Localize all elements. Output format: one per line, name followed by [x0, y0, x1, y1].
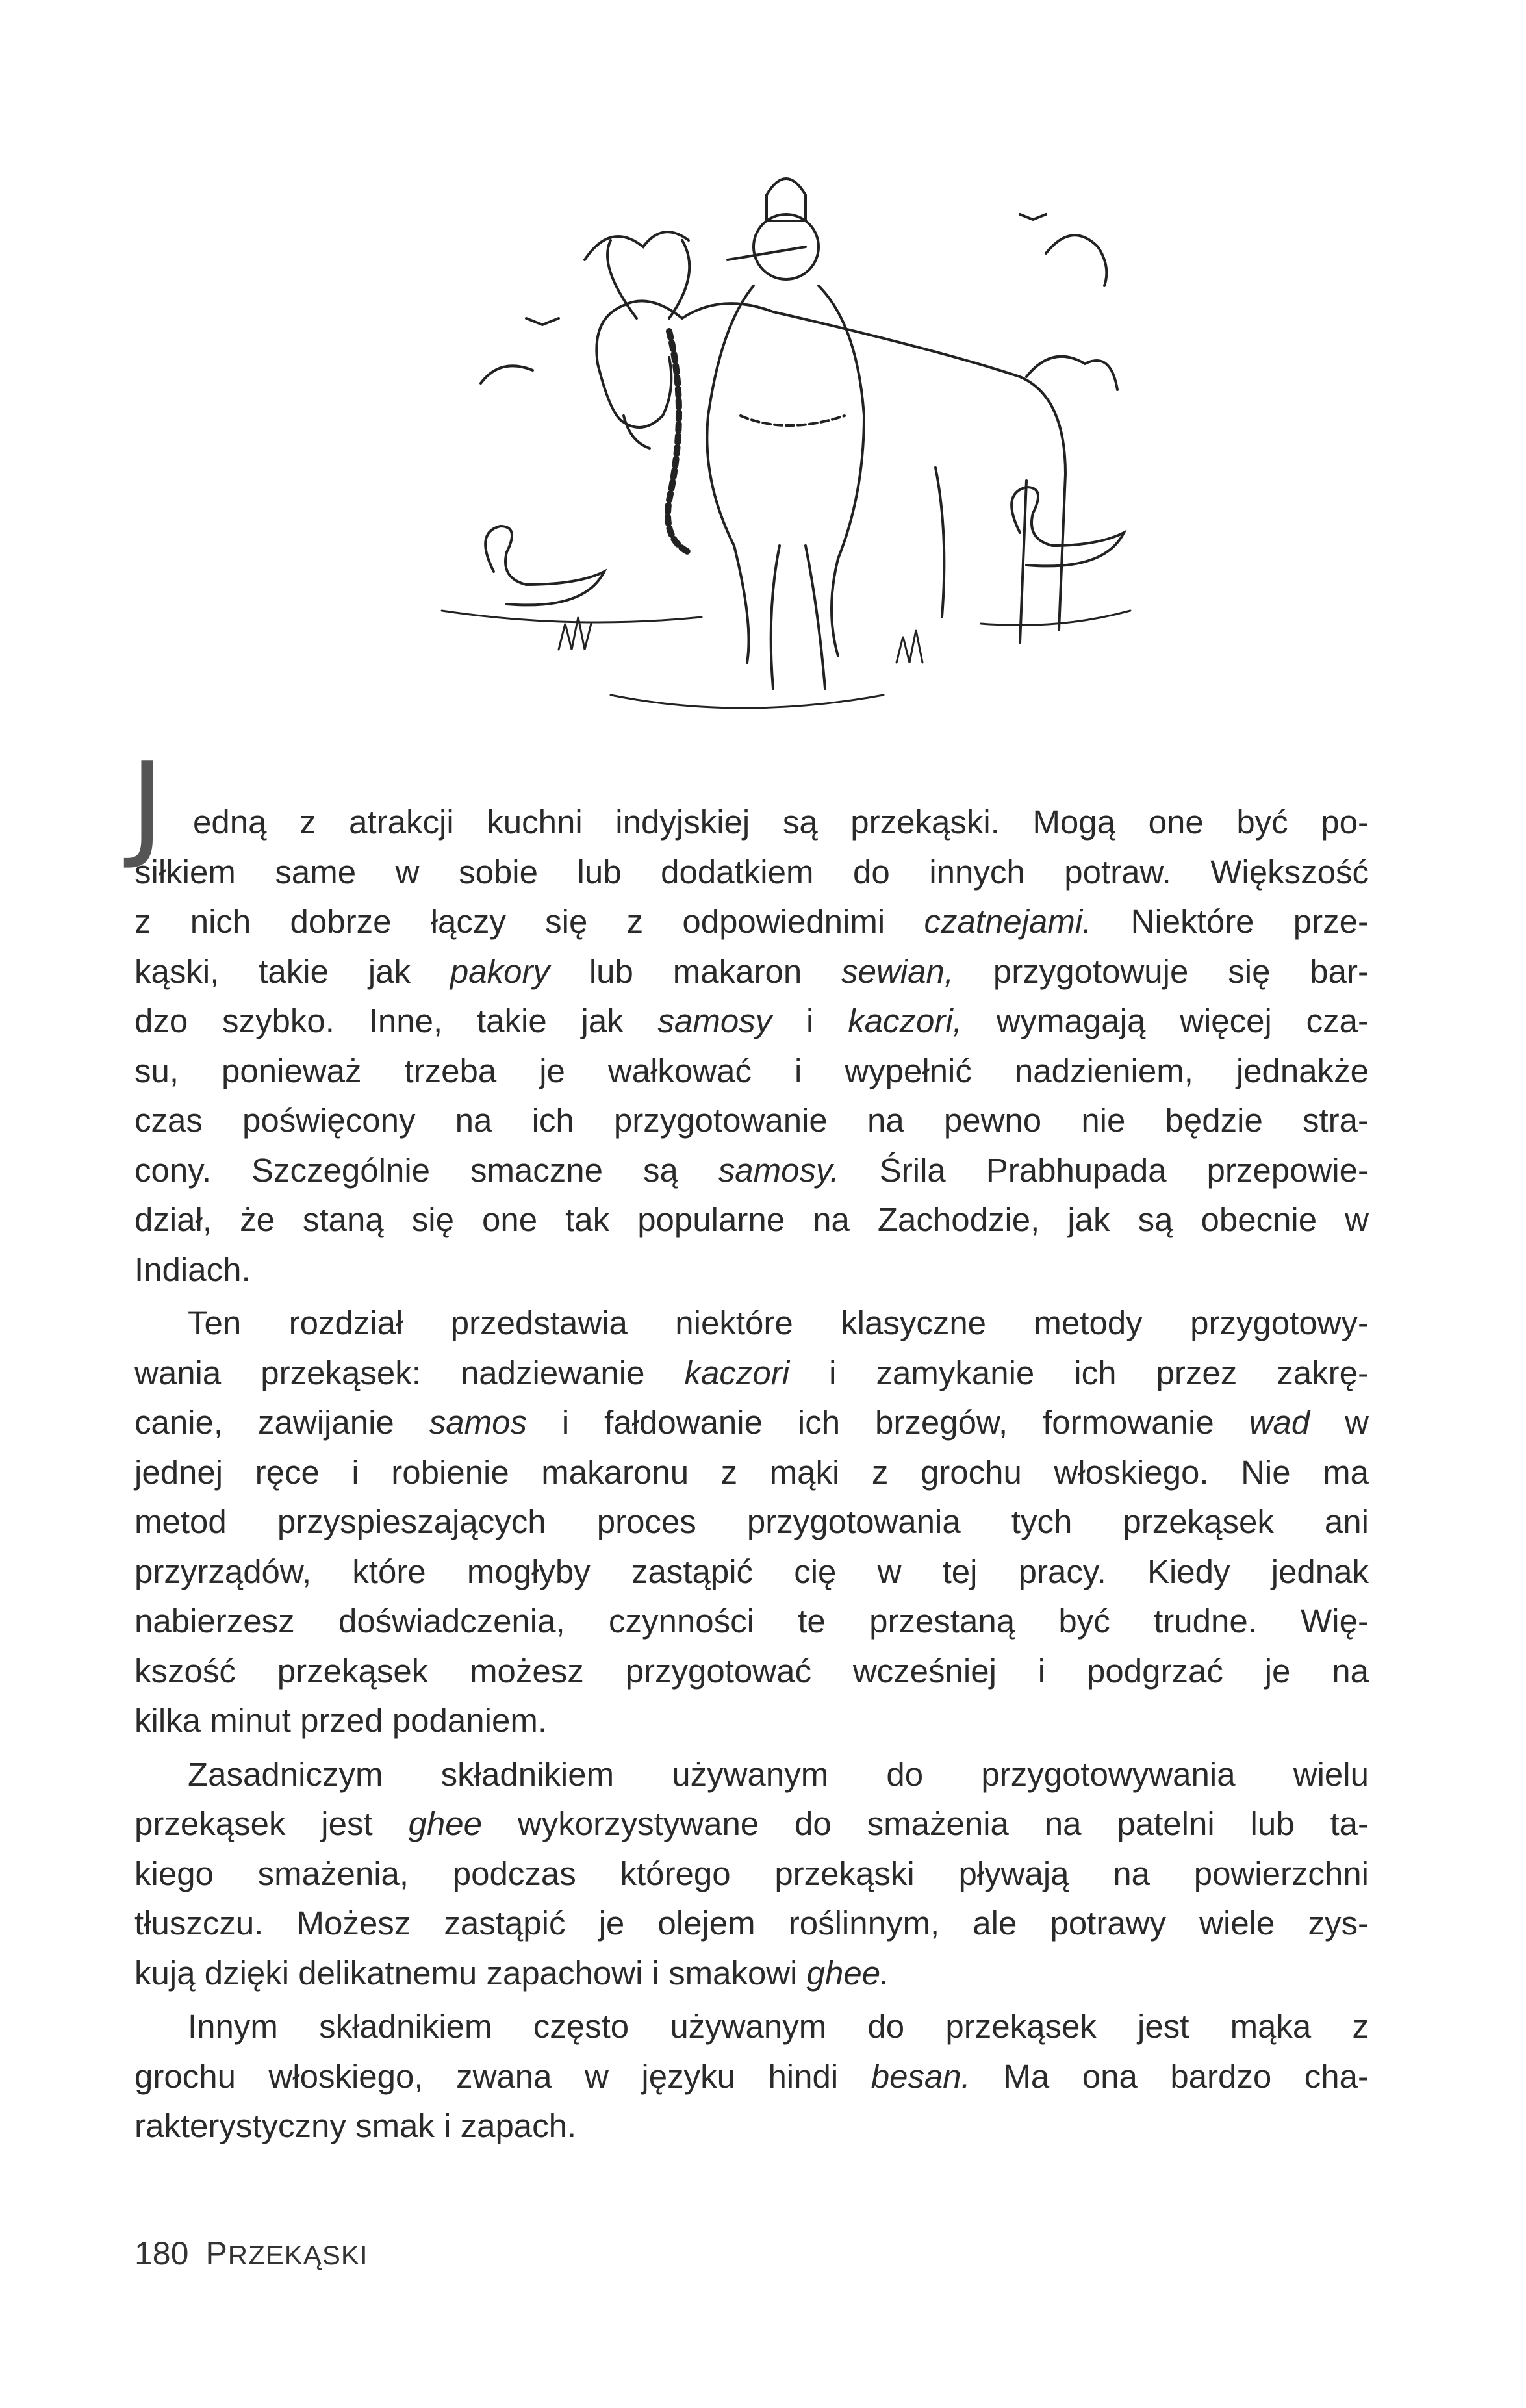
text-run: rakterystyczny smak i zapach. [134, 2107, 577, 2144]
page-number: 180 [134, 2235, 189, 2272]
text-line [134, 2052, 1369, 2102]
text-line [134, 1195, 1369, 1245]
text-run: dzo szybko. Inne, takie jak [134, 1002, 658, 1039]
text-run: nabierzesz doświadczenia, czynności te przestaną być trudne. Wię- [134, 1603, 1369, 1640]
text-line [134, 1046, 1369, 1096]
text-line [134, 1647, 1369, 1697]
text-run: kszość przekąsek możesz przygotować wcześniej i podgrzać je na [134, 1652, 1369, 1690]
text-line [134, 1696, 1369, 1746]
text-run: i [772, 1002, 848, 1039]
text-run: z nich dobrze łączy się z odpowiednimi [134, 903, 924, 940]
krishna-cow-illustration [364, 143, 1182, 741]
text-run: wania przekąsek: nadziewanie [134, 1354, 685, 1391]
italic-term: samos [429, 1404, 527, 1441]
text-line [134, 1750, 1369, 1800]
italic-term: ghee. [806, 1954, 890, 1992]
text-run: edną z atrakcji kuchni indyjskiej są przekąski. Mogą one być po- [193, 804, 1369, 841]
italic-term: kaczori, [848, 1002, 962, 1039]
text-run: przygotowuje się bar- [954, 952, 1369, 990]
running-section-title: PRZEKĄSKI [205, 2235, 368, 2272]
text-run: kąski, takie jak [134, 952, 450, 990]
text-run: i zamykanie ich przez zakrę- [789, 1354, 1369, 1391]
text-run: Indiach. [134, 1250, 251, 1288]
text-run: wymagają więcej cza- [961, 1002, 1369, 1039]
text-line [134, 1899, 1369, 1949]
text-run: kiego smażenia, podczas którego przekąski pływają na powierzchni [134, 1855, 1369, 1892]
paragraph [134, 1750, 1369, 1999]
text-line [134, 1349, 1369, 1399]
krishna-figure [707, 179, 864, 689]
text-line [134, 1547, 1369, 1597]
text-run: tłuszczu. Możesz zastąpić je olejem roślinnym, ale potrawy wiele zys- [134, 1905, 1369, 1942]
bird-icon [526, 214, 1046, 325]
text-run: Zasadniczym składnikiem używanym do przygotowywania wielu [188, 1755, 1369, 1793]
text-run: siłkiem same w sobie lub dodatkiem do innych potraw. Większość [134, 853, 1369, 891]
text-line [134, 1245, 1369, 1295]
text-run: grochu włoskiego, zwana w języku hindi [134, 2057, 871, 2095]
text-run: przyrządów, które mogłyby zastąpić cię w tej pracy. Kiedy jednak [134, 1553, 1369, 1590]
text-line [134, 1398, 1369, 1448]
text-line [134, 1849, 1369, 1899]
paragraph [134, 798, 1369, 1295]
text-line [134, 1448, 1369, 1498]
italic-term: sewian, [841, 952, 954, 990]
italic-term: samosy [657, 1002, 772, 1039]
text-line [134, 1146, 1369, 1196]
text-run: dział, że staną się one tak popularne na Zachodzie, jak są obecnie w [134, 1201, 1369, 1238]
text-run: wykorzystywane do smażenia na patelni lub ta- [482, 1805, 1369, 1842]
text-run: Ten rozdział przedstawia niektóre klasyczne metody przygotowy- [188, 1304, 1369, 1341]
text-run: Niektóre prze- [1091, 903, 1369, 940]
text-line [134, 1096, 1369, 1146]
text-line [134, 897, 1369, 947]
text-run: Śrila Prabhupada przepowie- [839, 1151, 1369, 1189]
text-run: su, ponieważ trzeba je wałkować i wypełnić nadzieniem, jednakże [134, 1052, 1369, 1089]
cloud-icon [481, 232, 1117, 390]
text-line [134, 2101, 1369, 2151]
text-run: Ma ona bardzo cha- [970, 2057, 1369, 2095]
italic-term: besan. [871, 2057, 971, 2095]
text-line [134, 1949, 1369, 1999]
italic-term: kaczori [684, 1354, 790, 1391]
text-run: jednej ręce i robienie makaronu z mąki z grochu włoskiego. Nie ma [134, 1453, 1369, 1491]
text-run: lub makaron [549, 952, 842, 990]
text-run: i fałdowanie ich brzegów, formowanie [526, 1404, 1249, 1441]
italic-term: czatnejami. [924, 903, 1092, 940]
text-line [134, 1497, 1369, 1547]
text-line [134, 1299, 1369, 1349]
body-text [134, 798, 1369, 2155]
italic-term: pakory [450, 952, 550, 990]
text-run: przekąsek jest [134, 1805, 409, 1842]
text-line [134, 1597, 1369, 1647]
paragraph [134, 2002, 1369, 2151]
text-run: canie, zawijanie [134, 1404, 429, 1441]
italic-term: ghee [408, 1805, 483, 1842]
italic-term: samosy. [718, 1151, 839, 1189]
grass-icon [442, 611, 1130, 708]
drop-cap: J [130, 737, 164, 872]
text-line [134, 947, 1369, 997]
italic-term: wad [1249, 1404, 1310, 1441]
text-line [134, 848, 1369, 898]
text-run: w [1310, 1404, 1369, 1441]
text-line [134, 798, 1369, 848]
text-run: czas poświęcony na ich przygotowanie na pewno nie będzie stra- [134, 1102, 1369, 1139]
text-run: kują dzięki delikatnemu zapachowi i smakowi [134, 1954, 807, 1992]
text-line [134, 2002, 1369, 2052]
text-run: cony. Szczególnie smaczne są [134, 1151, 718, 1189]
paragraph [134, 1299, 1369, 1746]
text-line [134, 996, 1369, 1046]
text-line [134, 1799, 1369, 1849]
text-run: Innym składnikiem często używanym do przekąsek jest mąka z [188, 2008, 1369, 2045]
text-run: kilka minut przed podaniem. [134, 1702, 547, 1739]
page-footer [134, 2235, 368, 2272]
text-run: metod przyspieszających proces przygotowania tych przekąsek ani [134, 1503, 1369, 1540]
